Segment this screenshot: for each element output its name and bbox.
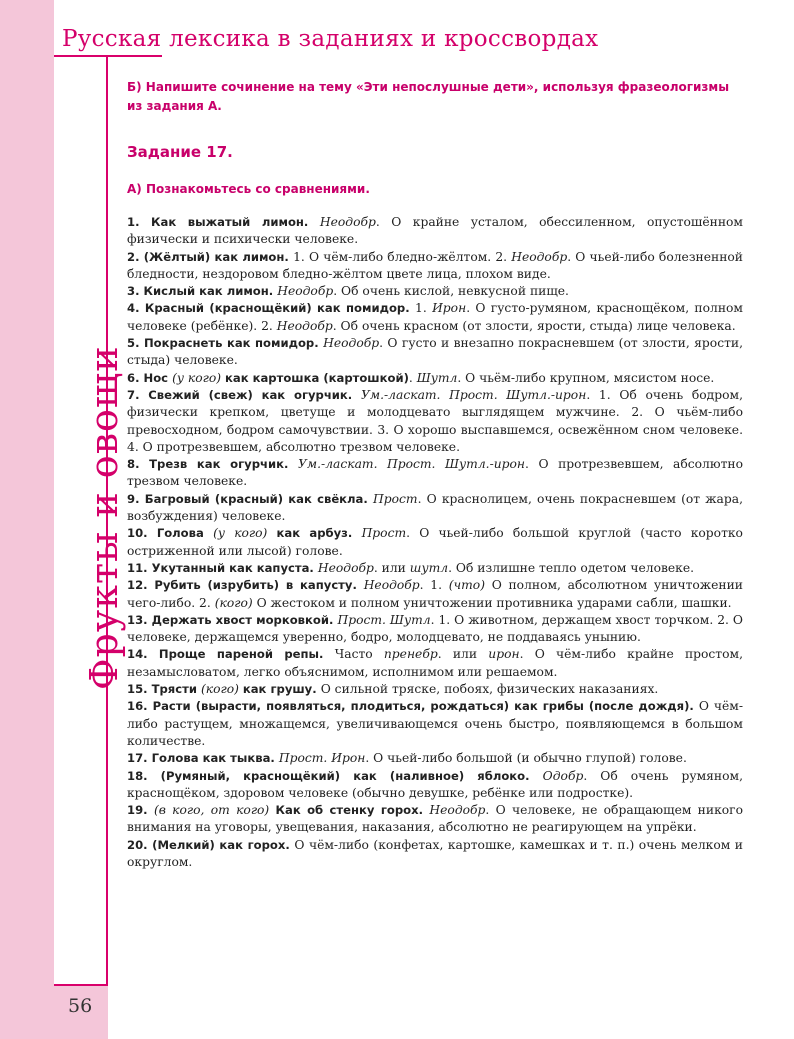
entry-label: Одобр [542, 768, 584, 783]
entry-label: Прост. Шутл [337, 612, 431, 627]
header-rule [54, 55, 162, 57]
entry-label: Ирон [432, 301, 467, 316]
running-head: Русская лексика в заданиях и кроссвордах [62, 26, 599, 52]
side-section-title: Фрукты и овощи [82, 345, 126, 690]
entry-text: 1. [415, 301, 433, 316]
entry-term: как грушу. [242, 682, 321, 697]
entry-label: (что) [448, 578, 492, 593]
entry-label: Неодобр [511, 249, 568, 264]
entry-text: 1. О чём-либо бледно-жёлтом. 2. [293, 249, 512, 264]
list-item [127, 837, 743, 872]
list-item [127, 802, 743, 837]
entry-term: как картошка (картошкой) [225, 370, 409, 385]
task-heading: Задание 17. [127, 143, 233, 161]
entry-label: Прост [361, 526, 407, 541]
entry-text: . О густо-румяном, краснощёком, полном человеке (ребёнке). 2. [127, 301, 743, 333]
entry-label: (кого) [214, 595, 257, 610]
entry-term: 16. Расти (вырасти, появляться, плодиться, рождаться) как грибы (после дождя). [127, 699, 699, 714]
entry-term: 19. [127, 803, 154, 818]
entry-label: Неодобр [323, 336, 380, 351]
entry-label: ирон [488, 647, 520, 662]
entry-label: Неодобр [277, 284, 334, 299]
list-item [127, 681, 743, 698]
entry-term: 6. Нос [127, 370, 173, 385]
list-item [127, 387, 743, 456]
entry-term: 15. Трясти [127, 682, 201, 697]
side-color-strip [0, 0, 54, 1039]
list-item [127, 612, 743, 647]
entry-text: . или [373, 560, 410, 575]
entry-text: . [408, 370, 417, 385]
entry-label: шутл [409, 560, 449, 575]
entry-label: Ум.-ласкат. Прост. Шутл.-ирон [298, 457, 526, 472]
entry-text: . О протрезвевшем, абсолютно трезвом человеке. [127, 457, 743, 489]
entry-text: . О краснолицем, очень покрасневшем (от жара, возбуждения) человеке. [127, 491, 743, 524]
entry-text: . О чём-либо крайне простом, незамысловатом, легко объяснимом, исполнимом или решаемом. [127, 647, 743, 679]
entry-label: (у кого) [172, 370, 226, 385]
entry-term: 12. Рубить (изрубить) в капусту. [127, 578, 364, 593]
entry-text: . или [437, 647, 489, 662]
page-content [127, 78, 743, 871]
footer-rule [54, 984, 108, 986]
list-item [127, 249, 743, 284]
entry-term: 7. Свежий (свеж) как огурчик. [127, 387, 362, 402]
list-item [127, 577, 743, 612]
list-item [127, 646, 743, 681]
entry-text: О сильной тряске, побоях, физических наказаниях. [320, 682, 659, 697]
entry-label: Неодобр [276, 318, 333, 333]
entry-term: 20. (Мелкий) как горох. [127, 837, 295, 852]
entry-label: Неодобр [319, 215, 376, 229]
list-item [127, 283, 743, 300]
entry-label: (у кого) [213, 526, 277, 541]
entry-text: . Об излишне тепло одетом человеке. [448, 560, 695, 575]
entry-text: О жестоком и полном уничтожении противника ударами сабли, шашки. [256, 595, 732, 610]
entry-text: . О чьей-либо болезненной бледности, нездоровом бледно-жёлтом цвете лица, плохом виде. [127, 249, 743, 281]
entry-term: 9. Багровый (красный) как свёкла. [127, 491, 374, 506]
entry-label: Шутл [416, 370, 458, 385]
list-item [127, 768, 743, 803]
entry-text: . О крайне усталом, обессиленном, опустошённом физически и психически человеке. [127, 215, 744, 247]
list-item [127, 525, 743, 560]
entry-term: 3. Кислый как лимон. [127, 284, 278, 299]
entry-text: . 1. [419, 578, 449, 593]
list-item [127, 750, 743, 767]
entry-text: . О чьей-либо большой круглой (часто коротко остриженной или лысой) голове. [127, 526, 743, 558]
entry-label: Неодобр [429, 803, 486, 818]
entry-label: Прост. Ирон [278, 751, 366, 766]
entry-text: О чём-либо растущем, множащемся, увеличивающемся очень быстро, появляющемся в большом количестве. [127, 699, 743, 748]
list-item [127, 456, 743, 491]
entry-term: 17. Голова как тыква. [127, 751, 279, 766]
list-item [127, 560, 743, 577]
entry-text: . О густо и внезапно покрасневшем (от злости, ярости, стыда) человеке. [127, 336, 743, 368]
entry-term: как арбуз. [276, 526, 362, 541]
entry-term: 1. Как выжатый лимон. [127, 215, 320, 229]
entry-text: . 1. Об очень бодром, физически крепком, цветуще и молодцевато выглядящем мужчине. 2. О чьём-либо превосходном, бодром самочувствии. 3. О хорошо выспавшемся, освежённом сном человеке. 4. О протрезвевшем, абсолютно трезвом человеке. [127, 387, 743, 454]
entry-label: Прост [373, 491, 418, 506]
entry-label: Неодобр [363, 578, 420, 593]
entry-text: . О чьей-либо большой (и обычно глупой) голове. [365, 751, 687, 766]
entry-label: (кого) [200, 682, 243, 697]
entry-text: . Об очень красном (от злости, ярости, стыда) лице человека. [332, 318, 736, 333]
entry-text: . Об очень кислой, невкусной пище. [333, 284, 569, 299]
comparisons-list [127, 214, 743, 871]
task-a-instruction: А) Познакомьтесь со сравнениями. [127, 182, 370, 196]
entry-text: О полном, абсолютном уничтожении чего-либо. 2. [127, 578, 743, 610]
list-item [127, 698, 743, 750]
entry-text: Часто [334, 647, 384, 662]
entry-text: . О человеке, не обращающем никого внимания на уговоры, увещевания, наказания, абсолютно не реагирующем на упрёки. [127, 803, 744, 835]
list-item [127, 491, 743, 526]
entry-term: 10. Голова [127, 526, 214, 541]
entry-term: 5. Покраснеть как помидор. [127, 336, 324, 351]
list-item [127, 335, 743, 370]
entry-label: (в кого, от кого) [153, 803, 276, 818]
entry-label: пренебр [383, 647, 438, 662]
entry-label: Ум.-ласкат. Прост. Шутл.-ирон [361, 387, 587, 402]
entry-label: Неодобр [317, 560, 374, 575]
list-item [127, 370, 743, 387]
entry-text: . О чьём-либо крупном, мясистом носе. [457, 370, 715, 385]
entry-text: . 1. О животном, держащем хвост торчком. 2. О человеке, держащемся уверенно, бодро, молодцевато, не поддаваясь унынию. [127, 612, 743, 645]
entry-term: 11. Укутанный как капуста. [127, 560, 318, 575]
entry-term: 4. Красный (краснощёкий) как помидор. [127, 301, 416, 316]
entry-term: 2. (Жёлтый) как лимон. [127, 249, 294, 264]
entry-term: Как об стенку горох. [275, 803, 430, 818]
entry-term: 14. Проще пареной репы. [127, 647, 335, 662]
entry-text: О чём-либо (конфетах, картошке, камешках и т. п.) очень мелком и округлом. [127, 837, 743, 869]
list-item [127, 214, 743, 249]
entry-term: 13. Держать хвост морковкой. [127, 612, 338, 627]
entry-term: 18. (Румяный, краснощёкий) как (наливное) яблоко. [127, 768, 543, 783]
page-number: 56 [68, 995, 93, 1017]
entry-term: 8. Трезв как огурчик. [127, 457, 299, 472]
entry-text: . Об очень румяном, краснощёком, здоровом человеке (обычно девушке, ребёнке или подростке). [127, 768, 743, 800]
list-item [127, 300, 743, 335]
task-b-instruction: Б) Напишите сочинение на тему «Эти непослушные дети», используя фразеологизмы из задания А. [127, 80, 730, 113]
